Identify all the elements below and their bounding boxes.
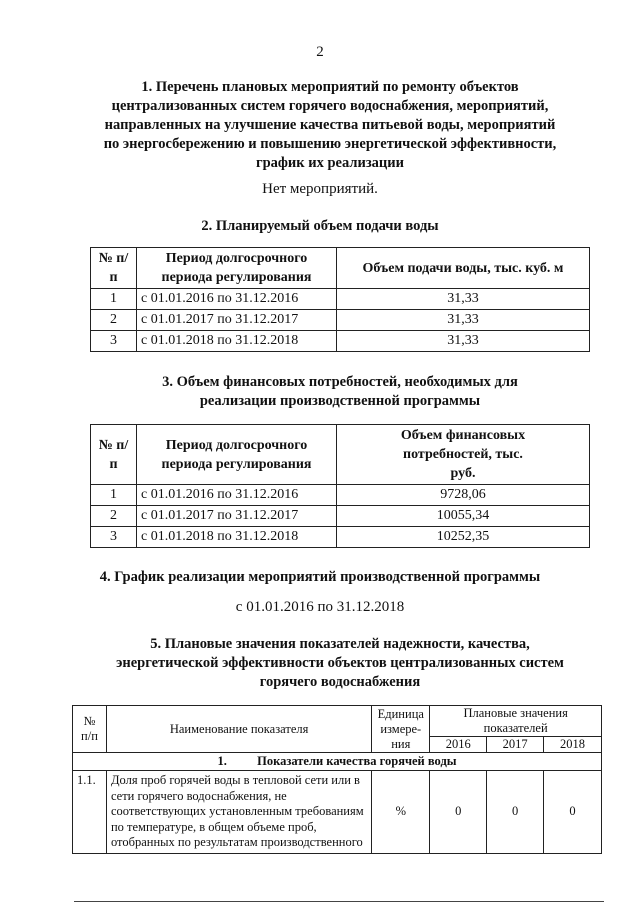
row-period: с 01.01.2018 по 31.12.2018: [137, 331, 337, 352]
section1-title: 1. Перечень плановых мероприятий по ремонту объектов централизованных систем горячего водоснабжения, мероприятий, направленных на улучшение качества питьевой воды, мероприятий по энергосбережению и повышению энергетической эффективности, график их реализации: [103, 79, 557, 171]
row-num: 1: [91, 485, 137, 506]
table-row: [91, 527, 590, 548]
row-period: с 01.01.2016 по 31.12.2016: [137, 485, 337, 506]
header-num: № п/п: [91, 248, 137, 289]
row-value-2018: 0: [544, 771, 602, 854]
table-row: [73, 771, 602, 854]
header-year-2018: 2018: [544, 737, 602, 753]
section1-note: Нет мероприятий.: [262, 181, 378, 197]
row-period: с 01.01.2017 по 31.12.2017: [137, 310, 337, 331]
section3-title: 3. Объем финансовых потребностей, необходимых для реализации производственной программы: [162, 374, 518, 409]
row-value: 31,33: [337, 331, 590, 352]
row-value: 31,33: [337, 289, 590, 310]
row-period: с 01.01.2016 по 31.12.2016: [137, 289, 337, 310]
header-period: Период долгосрочного периода регулирования: [137, 425, 337, 485]
header-year-2016: 2016: [430, 737, 487, 753]
page-number: 2: [316, 44, 324, 60]
table-row: [91, 506, 590, 527]
row-unit: %: [372, 771, 430, 854]
row-value: 9728,06: [337, 485, 590, 506]
financial-needs-table: [90, 424, 590, 548]
row-value-2017: 0: [487, 771, 544, 854]
header-name: Наименование показателя: [106, 706, 371, 753]
section5-title: 5. Плановые значения показателей надежности, качества, энергетической эффективности объектов централизованных систем горячего водоснабжения: [116, 636, 564, 690]
group-num: 1.: [217, 754, 227, 768]
header-finance: Объем финансовых потребностей, тыс. руб.: [337, 425, 590, 485]
header-num: № п/п: [73, 706, 107, 753]
section4-title: 4. График реализации мероприятий производственной программы: [99, 569, 541, 585]
row-num: 2: [91, 506, 137, 527]
water-volume-table: [90, 247, 590, 352]
table-header-row: [73, 706, 602, 737]
table-row: [91, 289, 590, 310]
section4-period: с 01.01.2016 по 31.12.2018: [235, 599, 405, 615]
row-num: 1.1.: [73, 771, 107, 854]
row-value: 31,33: [337, 310, 590, 331]
table-row: [91, 331, 590, 352]
row-value: 10252,35: [337, 527, 590, 548]
row-num: 1: [91, 289, 137, 310]
group-label: [73, 753, 602, 771]
table-header-row: [91, 425, 590, 485]
row-num: 3: [91, 331, 137, 352]
group-row: [73, 753, 602, 771]
row-value: 10055,34: [337, 506, 590, 527]
table-row: [91, 310, 590, 331]
indicators-table: [72, 705, 602, 854]
header-period: Период долгосрочного периода регулирования: [137, 248, 337, 289]
header-planned: Плановые значения показателей: [430, 706, 602, 737]
row-period: с 01.01.2017 по 31.12.2017: [137, 506, 337, 527]
group-title: Показатели качества горячей воды: [257, 754, 457, 768]
page-bottom-divider: [74, 901, 604, 902]
header-year-2017: 2017: [487, 737, 544, 753]
header-unit: Единица измере-ния: [372, 706, 430, 753]
header-num: № п/п: [91, 425, 137, 485]
row-value-2016: 0: [430, 771, 487, 854]
section2-title: 2. Планируемый объем подачи воды: [201, 218, 439, 234]
row-num: 3: [91, 527, 137, 548]
table-row: [91, 485, 590, 506]
row-period: с 01.01.2018 по 31.12.2018: [137, 527, 337, 548]
header-volume: Объем подачи воды, тыс. куб. м: [337, 248, 590, 289]
row-num: 2: [91, 310, 137, 331]
row-name: Доля проб горячей воды в тепловой сети или в сети горячего водоснабжения, не соответствующих установленным требованиям по температуре, в общем объеме проб, отобранных по результатам производственного: [106, 771, 371, 854]
table-header-row: [91, 248, 590, 289]
